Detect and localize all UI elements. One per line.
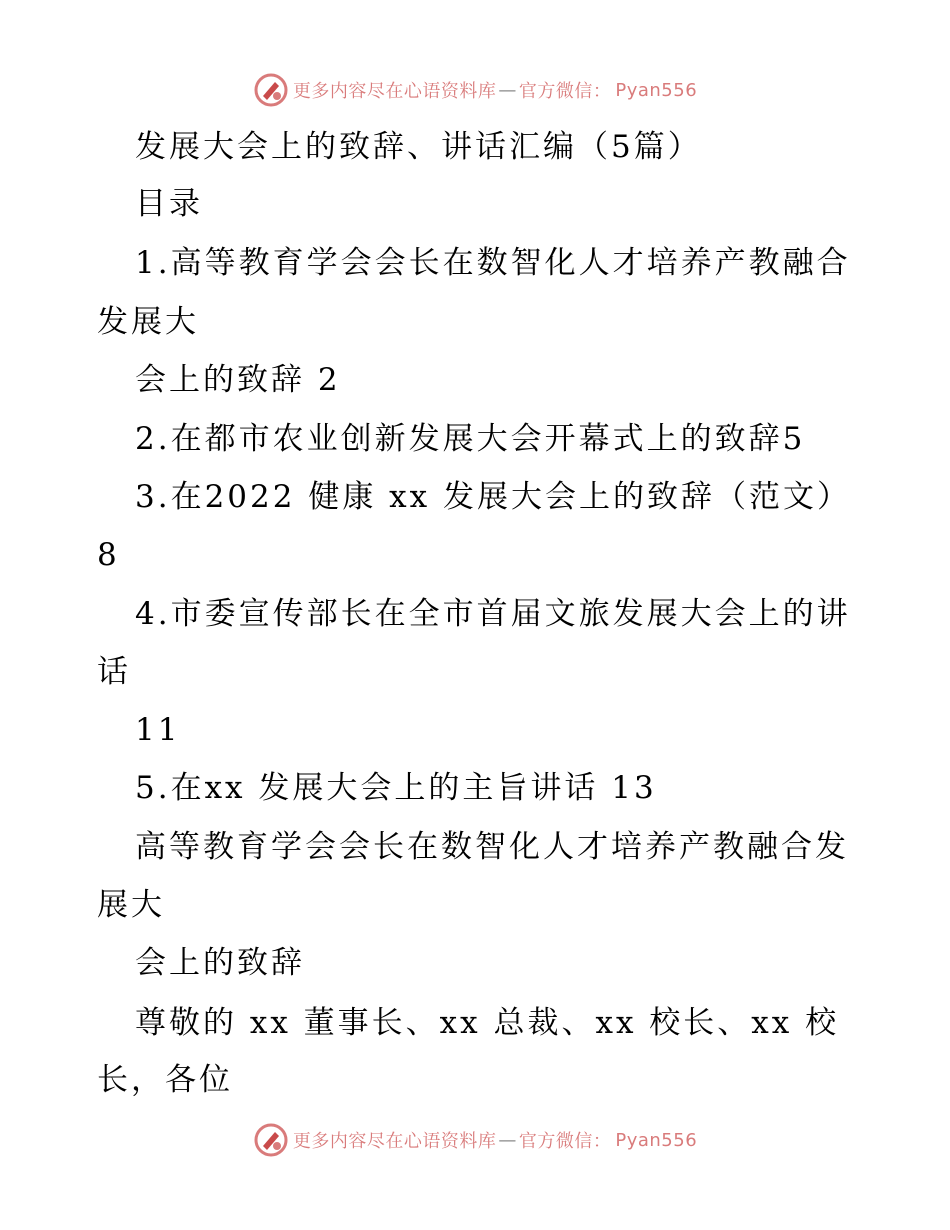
toc-item-1-cont-2: 会上的致辞 2 [135, 362, 341, 398]
watermark-suffix: 官方微信： [518, 1131, 612, 1152]
toc-item-5: 5.在xx 发展大会上的主旨讲话 13 [135, 770, 657, 806]
body-paragraph-line-2: 长，各位 [97, 1062, 233, 1098]
document-title: 发展大会上的致辞、讲话汇编（5篇） [135, 129, 702, 165]
watermark-id: Pyan556 [615, 79, 698, 101]
toc-heading: 目录 [135, 186, 203, 222]
watermark-separator: — [498, 79, 517, 101]
toc-item-4-cont: 话 [97, 654, 131, 690]
toc-item-3: 3.在2022 健康 xx 发展大会上的致辞（范文） [135, 479, 851, 515]
toc-item-4: 4.市委宣传部长在全市首届文旅发展大会上的讲 [135, 596, 851, 632]
brand-logo-icon [253, 72, 289, 108]
watermark-id: Pyan556 [615, 1129, 698, 1151]
section-heading: 高等教育学会会长在数智化人才培养产教融合发 [135, 829, 849, 865]
toc-item-1-cont: 发展大 [97, 304, 199, 340]
watermark-separator: — [498, 1129, 517, 1151]
toc-item-1: 1.高等教育学会会长在数智化人才培养产教融合 [135, 245, 851, 281]
watermark-suffix: 官方微信： [518, 81, 612, 102]
toc-item-4-page: 11 [135, 712, 181, 748]
brand-logo-icon [253, 1122, 289, 1158]
footer-watermark [0, 1120, 950, 1160]
section-heading-cont: 展大 [97, 887, 165, 923]
body-paragraph-line-1: 尊敬的 xx 董事长、xx 总裁、xx 校长、xx 校 [135, 1005, 840, 1041]
watermark-text: 更多内容尽在心语资料库 [292, 1131, 497, 1152]
section-heading-cont-2: 会上的致辞 [135, 945, 305, 981]
watermark-text: 更多内容尽在心语资料库 [292, 81, 497, 102]
toc-item-2: 2.在都市农业创新发展大会开幕式上的致辞5 [135, 421, 806, 457]
header-watermark [0, 70, 950, 110]
toc-item-3-page: 8 [97, 537, 120, 573]
